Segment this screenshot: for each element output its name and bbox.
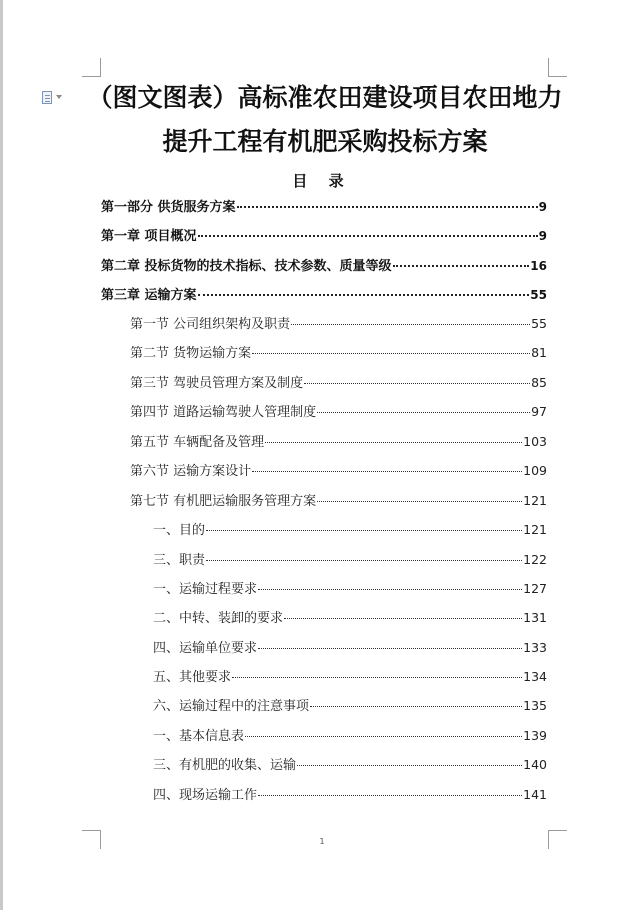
toc-entry-page: 85 <box>531 375 547 390</box>
crop-mark-top-left <box>82 58 101 77</box>
toc-entry-page: 140 <box>523 757 547 772</box>
toc-entry-page: 135 <box>523 698 547 713</box>
toc-entry[interactable] <box>130 460 547 482</box>
toc-entry-page: 81 <box>531 345 547 360</box>
toc-entry-page: 139 <box>523 728 547 743</box>
toc-entry-label: 三、有机肥的收集、运输 <box>153 758 297 773</box>
toc-entry-page: 55 <box>531 316 547 331</box>
crop-mark-top-right <box>548 58 567 77</box>
toc-entry[interactable] <box>153 754 547 776</box>
toc-entry[interactable] <box>153 725 547 747</box>
toc-dot-leader <box>291 324 530 325</box>
document-title-line-1: （图文图表）高标准农田建设项目农田地力 <box>87 83 563 112</box>
toc-entry-label: 六、运输过程中的注意事项 <box>153 699 310 714</box>
document-sheet-icon <box>42 91 52 104</box>
toc-dot-leader <box>284 618 522 619</box>
toc-dot-leader <box>317 501 522 502</box>
toc-entry-label: 第七节 有机肥运输服务管理方案 <box>130 494 317 509</box>
page-left-edge <box>0 0 3 910</box>
toc-dot-leader <box>393 265 530 267</box>
toc-entry-label: 五、其他要求 <box>153 670 232 685</box>
toc-entry[interactable] <box>130 342 547 364</box>
toc-entry-page: 134 <box>523 669 547 684</box>
document-title-line-2: 提升工程有机肥采购投标方案 <box>162 127 488 156</box>
toc-entry[interactable] <box>153 637 547 659</box>
toc-entry-page: 103 <box>523 434 547 449</box>
toc-entry-label: 第一章 项目概况 <box>101 229 197 244</box>
toc-dot-leader <box>252 471 522 472</box>
toc-entry-page: 133 <box>523 640 547 655</box>
toc-entry-page: 121 <box>523 522 547 537</box>
toc-entry[interactable] <box>130 431 547 453</box>
toc-entry-page: 16 <box>530 259 547 273</box>
toc-entry-page: 9 <box>538 200 547 214</box>
toc-dot-leader <box>198 235 538 237</box>
toc-entry[interactable] <box>101 196 547 218</box>
toc-entry-page: 9 <box>538 229 547 243</box>
toc-entry-label: 第四节 道路运输驾驶人管理制度 <box>130 405 317 420</box>
toc-dot-leader <box>198 294 530 296</box>
toc-entry-label: 三、职责 <box>153 553 206 568</box>
toc-entry[interactable] <box>153 578 547 600</box>
toc-entry[interactable] <box>153 519 547 541</box>
toc-entry-label: 一、基本信息表 <box>153 729 245 744</box>
toc-dot-leader <box>265 442 522 443</box>
toc-entry-label: 二、中转、装卸的要求 <box>153 611 284 626</box>
toc-dot-leader <box>258 795 522 796</box>
toc-entry-page: 109 <box>523 463 547 478</box>
toc-entry[interactable] <box>130 372 547 394</box>
toc-dot-leader <box>297 765 522 766</box>
toc-entry-label: 四、现场运输工作 <box>153 788 258 803</box>
toc-dot-leader <box>310 706 522 707</box>
toc-dot-leader <box>258 648 522 649</box>
toc-entry-page: 141 <box>523 787 547 802</box>
toc-entry-label: 第五节 车辆配备及管理 <box>130 435 265 450</box>
page-number: 1 <box>319 837 325 846</box>
toc-entry-page: 97 <box>531 404 547 419</box>
toc-heading: 目 录 <box>292 172 352 190</box>
toc-entry-label: 第三章 运输方案 <box>101 288 197 303</box>
toc-entry-page: 55 <box>530 288 547 302</box>
toc-entry[interactable] <box>101 225 547 247</box>
toc-entry[interactable] <box>130 490 547 512</box>
toc-entry[interactable] <box>130 313 547 335</box>
toc-entry[interactable] <box>153 666 547 688</box>
toc-dot-leader <box>206 530 522 531</box>
toc-dot-leader <box>252 353 530 354</box>
toc-entry-label: 一、目的 <box>153 523 206 538</box>
toc-entry-label: 第二章 投标货物的技术指标、技术参数、质量等级 <box>101 259 392 274</box>
toc-dot-leader <box>237 206 538 208</box>
toc-entry-page: 121 <box>523 493 547 508</box>
toc-dot-leader <box>232 677 522 678</box>
toc-entry-label: 第六节 运输方案设计 <box>130 464 252 479</box>
toc-entry-label: 第一部分 供货服务方案 <box>101 200 236 215</box>
toc-entry-page: 122 <box>523 552 547 567</box>
toc-entry-page: 127 <box>523 581 547 596</box>
toc-entry-page: 131 <box>523 610 547 625</box>
toc-dot-leader <box>258 589 522 590</box>
toc-entry[interactable] <box>153 549 547 571</box>
toc-entry[interactable] <box>153 607 547 629</box>
toc-entry-label: 一、运输过程要求 <box>153 582 258 597</box>
toc-dot-leader <box>206 560 522 561</box>
toc-entry[interactable] <box>153 695 547 717</box>
toc-dot-leader <box>245 736 522 737</box>
toc-dot-leader <box>317 412 530 413</box>
toc-entry[interactable] <box>101 284 547 306</box>
toc-entry-label: 四、运输单位要求 <box>153 641 258 656</box>
toc-dot-leader <box>304 383 530 384</box>
toc-entry[interactable] <box>153 784 547 806</box>
toc-entry[interactable] <box>130 401 547 423</box>
toc-entry[interactable] <box>101 255 547 277</box>
toc-entry-label: 第二节 货物运输方案 <box>130 346 252 361</box>
toc-entry-label: 第三节 驾驶员管理方案及制度 <box>130 376 304 391</box>
toc-entry-label: 第一节 公司组织架构及职责 <box>130 317 291 332</box>
